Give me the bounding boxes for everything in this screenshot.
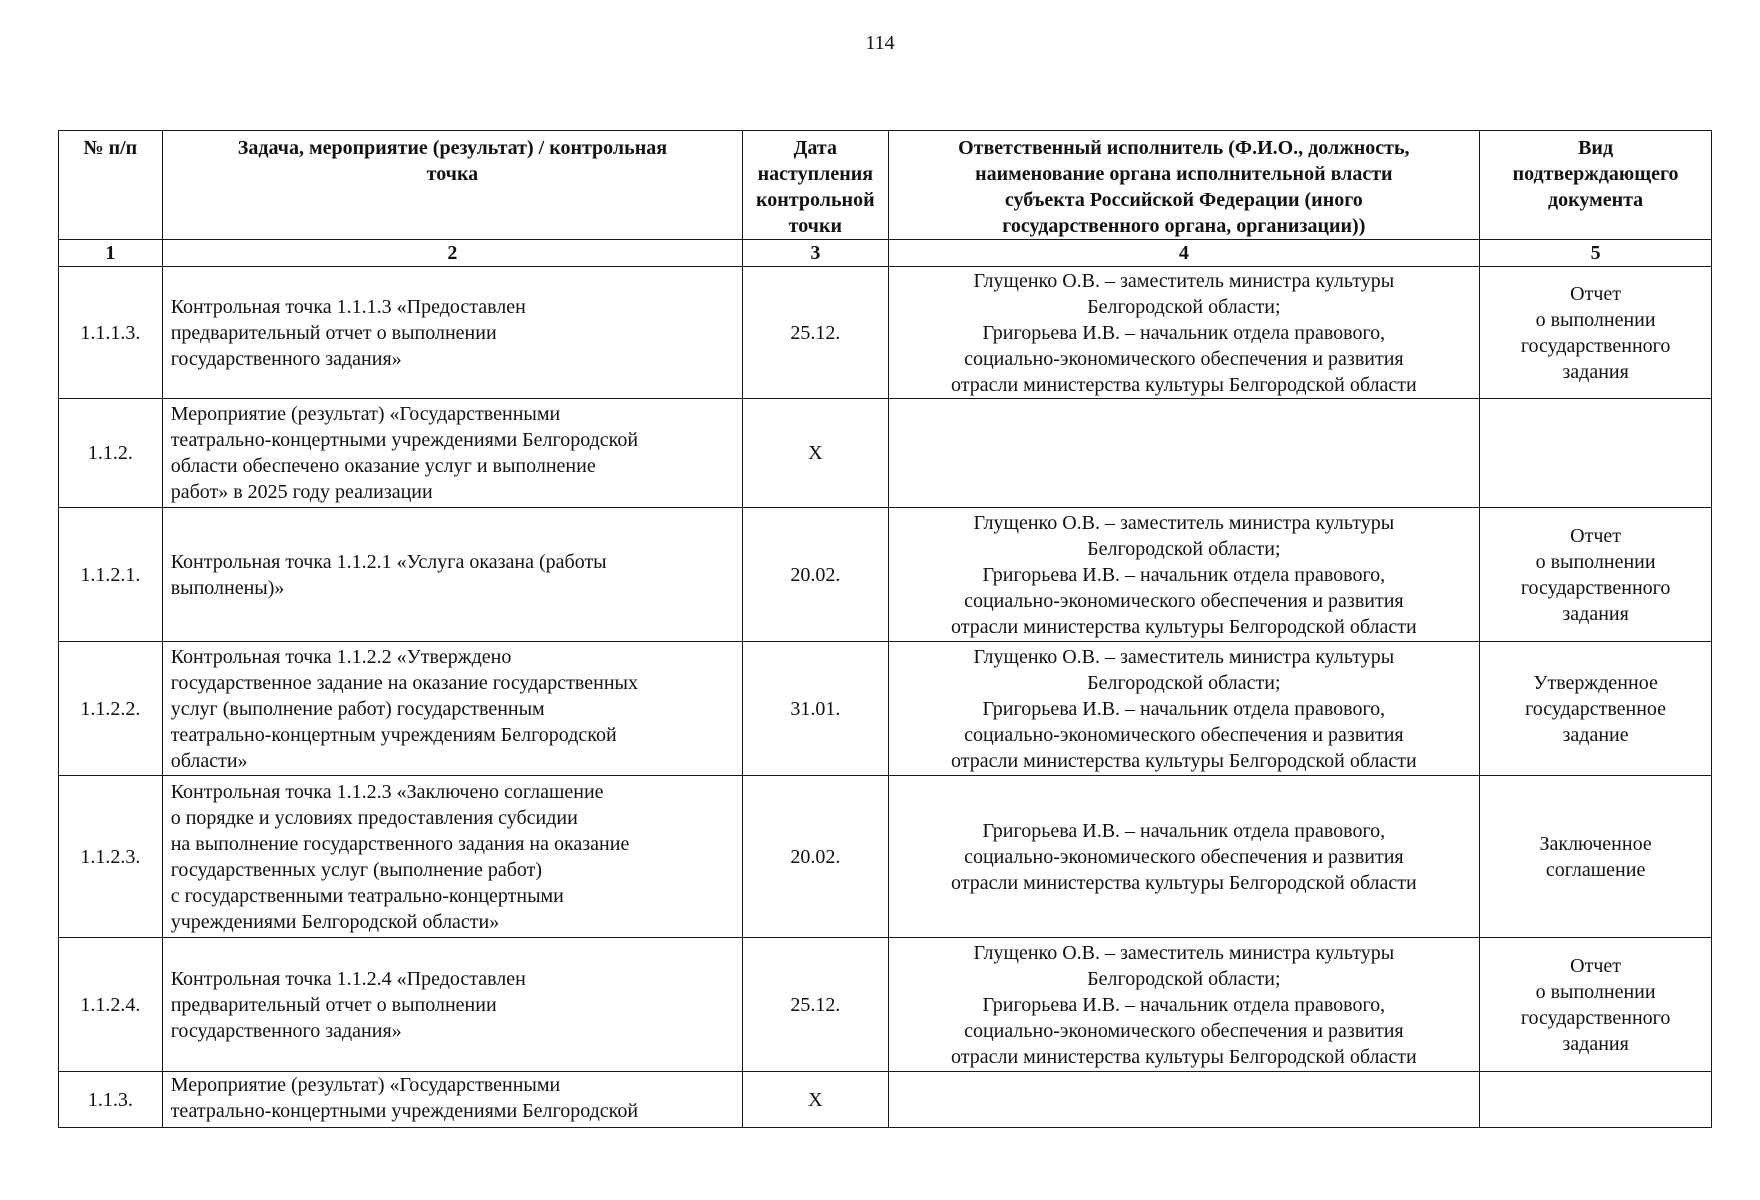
- table-row: [59, 642, 1712, 776]
- row-task: Контрольная точка 1.1.2.3 «Заключено соглашение о порядке и условиях предоставления субсидии на выполнение государственного задания на оказание государственных услуг (выполнение работ) с государственными театрально-концертными учреждениями Белгородской области»: [162, 776, 742, 938]
- row-number: 1.1.2.1.: [59, 508, 163, 642]
- row-date: Х: [743, 1072, 888, 1128]
- row-task: Мероприятие (результат) «Государственными театрально-концертными учреждениями Белгородской: [162, 1072, 742, 1128]
- table-row: [59, 399, 1712, 508]
- row-task: Контрольная точка 1.1.2.4 «Предоставлен предварительный отчет о выполнении государственного задания»: [162, 938, 742, 1072]
- row-date: 25.12.: [743, 267, 888, 399]
- control-points-table: [58, 130, 1712, 1128]
- row-task: Контрольная точка 1.1.2.2 «Утверждено государственное задание на оказание государственных услуг (выполнение работ) государственным театрально-концертным учреждениям Белгородской области»: [162, 642, 742, 776]
- row-responsible: Глущенко О.В. – заместитель министра культуры Белгородской области; Григорьева И.В. – начальник отдела правового, социально-экономического обеспечения и развития отрасли министерства культуры Белгородской области: [888, 642, 1480, 776]
- table-header-row: [59, 131, 1712, 240]
- column-number-1: 1: [59, 240, 163, 267]
- row-document: Отчет о выполнении государственного задания: [1480, 267, 1712, 399]
- table-row: [59, 1072, 1712, 1128]
- row-responsible: Глущенко О.В. – заместитель министра культуры Белгородской области; Григорьева И.В. – начальник отдела правового, социально-экономического обеспечения и развития отрасли министерства культуры Белгородской области: [888, 938, 1480, 1072]
- column-number-3: 3: [743, 240, 888, 267]
- table-row: [59, 508, 1712, 642]
- row-document: Утвержденное государственное задание: [1480, 642, 1712, 776]
- row-responsible: Григорьева И.В. – начальник отдела правового, социально-экономического обеспечения и развития отрасли министерства культуры Белгородской области: [888, 776, 1480, 938]
- page-number: 114: [865, 32, 895, 54]
- row-task: Мероприятие (результат) «Государственными театрально-концертными учреждениями Белгородской области обеспечено оказание услуг и выполнение работ» в 2025 году реализации: [162, 399, 742, 508]
- row-document: Отчет о выполнении государственного задания: [1480, 508, 1712, 642]
- header-document: Вид подтверждающего документа: [1480, 131, 1712, 240]
- row-number: 1.1.1.3.: [59, 267, 163, 399]
- table-row: [59, 267, 1712, 399]
- table-row: [59, 776, 1712, 938]
- row-responsible: Глущенко О.В. – заместитель министра культуры Белгородской области; Григорьева И.В. – начальник отдела правового, социально-экономического обеспечения и развития отрасли министерства культуры Белгородской области: [888, 267, 1480, 399]
- header-number: № п/п: [59, 131, 163, 240]
- row-date: 31.01.: [743, 642, 888, 776]
- row-document: [1480, 1072, 1712, 1128]
- row-responsible: [888, 399, 1480, 508]
- column-number-row: [59, 240, 1712, 267]
- row-date: 25.12.: [743, 938, 888, 1072]
- row-task: Контрольная точка 1.1.1.3 «Предоставлен предварительный отчет о выполнении государственного задания»: [162, 267, 742, 399]
- row-task: Контрольная точка 1.1.2.1 «Услуга оказана (работы выполнены)»: [162, 508, 742, 642]
- column-number-2: 2: [162, 240, 742, 267]
- row-date: 20.02.: [743, 776, 888, 938]
- row-document: Заключенное соглашение: [1480, 776, 1712, 938]
- row-number: 1.1.2.: [59, 399, 163, 508]
- row-number: 1.1.2.2.: [59, 642, 163, 776]
- header-responsible: Ответственный исполнитель (Ф.И.О., должность, наименование органа исполнительной власти субъекта Российской Федерации (иного государственного органа, организации)): [888, 131, 1480, 240]
- row-document: [1480, 399, 1712, 508]
- column-number-4: 4: [888, 240, 1480, 267]
- row-number: 1.1.3.: [59, 1072, 163, 1128]
- table-row: [59, 938, 1712, 1072]
- row-document: Отчет о выполнении государственного задания: [1480, 938, 1712, 1072]
- row-responsible: Глущенко О.В. – заместитель министра культуры Белгородской области; Григорьева И.В. – начальник отдела правового, социально-экономического обеспечения и развития отрасли министерства культуры Белгородской области: [888, 508, 1480, 642]
- header-date: Дата наступления контрольной точки: [743, 131, 888, 240]
- row-date: Х: [743, 399, 888, 508]
- row-number: 1.1.2.3.: [59, 776, 163, 938]
- column-number-5: 5: [1480, 240, 1712, 267]
- header-task: Задача, мероприятие (результат) / контрольная точка: [162, 131, 742, 240]
- row-responsible: [888, 1072, 1480, 1128]
- row-date: 20.02.: [743, 508, 888, 642]
- row-number: 1.1.2.4.: [59, 938, 163, 1072]
